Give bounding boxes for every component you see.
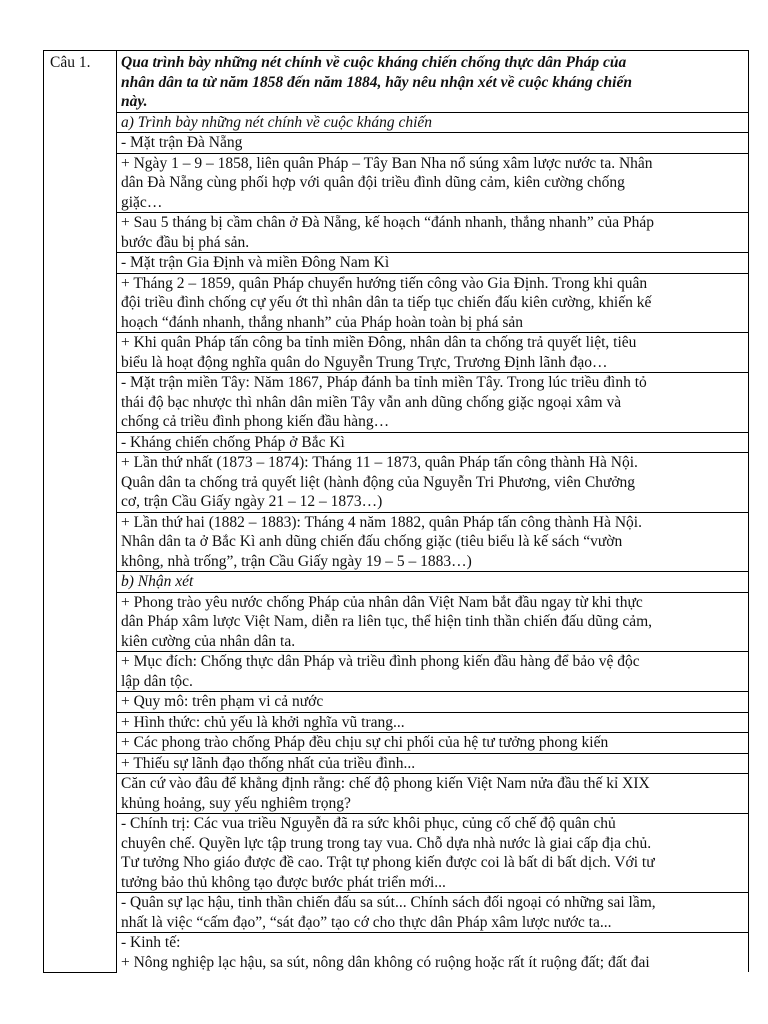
- text-line: + Thiếu sự lãnh đạo thống nhất của triều đình...: [121, 754, 416, 772]
- text-line: - Quân sự lạc hậu, tinh thần chiến đấu sa sút... Chính sách đối ngoại có những sai lầm,: [121, 894, 656, 911]
- text-line: bước đầu bị phá sản.: [121, 233, 250, 251]
- answer-cell: [117, 893, 749, 933]
- text-line: + Tháng 2 – 1859, quân Pháp chuyển hướng tiến công vào Gia Định. Trong khi quân: [121, 274, 648, 292]
- text-line: chuyên chế. Quyền lực tập trung trong tay vua. Chỗ dựa nhà nước là giai cấp địa chủ.: [121, 834, 652, 852]
- text-line: + Ngày 1 – 9 – 1858, liên quân Pháp – Tây Ban Nha nổ súng xâm lược nước ta. Nhân: [121, 154, 653, 172]
- text-line: thái độ bạc nhược thì nhân dân miền Tây vẫn anh dũng chống giặc ngoại xâm và: [121, 393, 622, 411]
- answer-row: [44, 512, 749, 572]
- text-line: đội triều đình chống cự yếu ớt thì nhân dân ta tiếp tục chiến đấu kiên cường, khiến kế: [121, 294, 652, 311]
- answer-cell: [117, 133, 749, 154]
- answer-row: [44, 572, 749, 593]
- answer-row: [44, 712, 749, 733]
- answer-cell: [117, 572, 749, 593]
- text-line: tưởng bảo thủ không tạo được bước phát triển mới...: [121, 873, 446, 891]
- answer-row: [44, 373, 749, 433]
- answer-row: [44, 153, 749, 213]
- text-line: khủng hoảng, suy yếu nghiêm trọng?: [121, 794, 351, 812]
- text-line: dân Đà Nẵng cùng phối hợp với quân đội triều đình dũng cảm, kiên cường chống: [121, 174, 625, 191]
- text-line: - Kinh tế:: [121, 934, 181, 951]
- answer-row: [44, 253, 749, 274]
- text-line: + Phong trào yêu nước chống Pháp của nhân dân Việt Nam bắt đầu ngay từ khi thực: [121, 593, 643, 611]
- answer-row: [44, 273, 749, 333]
- text-line: giặc…: [121, 193, 163, 211]
- answer-row: [44, 112, 749, 133]
- answer-row: [44, 333, 749, 373]
- text-line: - Mặt trận Gia Định và miền Đông Nam Kì: [121, 254, 390, 271]
- text-line: + Các phong trào chống Pháp đều chịu sự chi phối của hệ tư tưởng phong kiến: [121, 734, 609, 751]
- question-number: Câu 1.: [44, 51, 117, 973]
- text-line: b) Nhận xét: [121, 573, 194, 590]
- text-line: - Chính trị: Các vua triều Nguyễn đã ra sức khôi phục, củng cố chế độ quân chủ: [121, 815, 616, 832]
- text-line: kiên cường của nhân dân ta.: [121, 632, 296, 650]
- answer-row: [44, 933, 749, 973]
- question-row: [44, 51, 749, 113]
- answer-cell: [117, 512, 749, 572]
- answer-cell: [117, 652, 749, 692]
- answer-cell: [117, 273, 749, 333]
- text-line: + Sau 5 tháng bị cầm chân ở Đà Nẵng, kế hoạch “đánh nhanh, thắng nhanh” của Pháp: [121, 214, 655, 231]
- text-line: + Hình thức: chủ yếu là khởi nghĩa vũ trang...: [121, 713, 405, 731]
- answer-row: [44, 592, 749, 652]
- text-line: + Quy mô: trên phạm vi cả nước: [121, 693, 324, 710]
- answer-cell: [117, 712, 749, 733]
- text-line: + Khi quân Pháp tấn công ba tỉnh miền Đông, nhân dân ta chống trả quyết liệt, tiêu: [121, 334, 637, 351]
- text-line: nhân dân ta từ năm 1858 đến năm 1884, hãy nêu nhận xét về cuộc kháng chiến: [121, 73, 632, 91]
- text-line: a) Trình bày những nét chính về cuộc kháng chiến: [121, 113, 433, 131]
- answer-row: [44, 814, 749, 893]
- text-line: lập dân tộc.: [121, 672, 193, 690]
- text-line: - Mặt trận Đà Nẵng: [121, 134, 243, 151]
- answer-row: [44, 774, 749, 814]
- text-line: biểu là hoạt động nghĩa quân do Nguyễn Trung Trực, Trương Định lãnh đạo…: [121, 353, 608, 371]
- answer-cell: [117, 733, 749, 754]
- answer-row: [44, 753, 749, 774]
- text-line: cơ, trận Cầu Giấy ngày 21 – 12 – 1873…): [121, 493, 383, 510]
- text-line: này.: [121, 93, 148, 110]
- answer-cell: [117, 153, 749, 213]
- answer-cell: [117, 432, 749, 453]
- answer-cell: [117, 453, 749, 513]
- text-line: Tư tưởng Nho giáo được đề cao. Trật tự phong kiến được coi là bất di bất dịch. Với tư: [121, 854, 655, 871]
- text-line: không, nhà trống”, trận Cầu Giấy ngày 19 – 5 – 1883…): [121, 552, 472, 570]
- answer-cell: [117, 933, 749, 973]
- answer-cell: [117, 753, 749, 774]
- answer-cell: [117, 692, 749, 713]
- text-line: + Nông nghiệp lạc hậu, sa sút, nông dân không có ruộng hoặc rất ít ruộng đất; đất đai: [121, 953, 650, 971]
- text-line: - Mặt trận miền Tây: Năm 1867, Pháp đánh ba tỉnh miền Tây. Trong lúc triều đình tỏ: [121, 374, 647, 391]
- text-line: - Kháng chiến chống Pháp ở Bắc Kì: [121, 433, 345, 451]
- answer-row: [44, 733, 749, 754]
- question-text: [117, 51, 749, 113]
- text-line: Nhân dân ta ở Bắc Kì anh dũng chiến đấu chống giặc (tiêu biểu là kế sách “vườn: [121, 533, 623, 550]
- answer-table-body: [44, 51, 749, 973]
- answer-row: [44, 652, 749, 692]
- text-line: + Lần thứ hai (1882 – 1883): Tháng 4 năm 1882, quân Pháp tấn công thành Hà Nội.: [121, 513, 642, 531]
- text-line: hoạch “đánh nhanh, thắng nhanh” của Pháp hoàn toàn bị phá sản: [121, 313, 524, 331]
- text-line: dân Pháp xâm lược Việt Nam, diễn ra liên tục, thể hiện tinh thần chiến đấu dũng cảm,: [121, 613, 653, 630]
- answer-cell: [117, 112, 749, 133]
- answer-table: [43, 50, 749, 973]
- answer-cell: [117, 814, 749, 893]
- answer-row: [44, 453, 749, 513]
- text-line: Căn cứ vào đâu để khẳng định rằng: chế độ phong kiến Việt Nam nửa đầu thế kỉ XIX: [121, 775, 650, 792]
- text-line: nhất là việc “cấm đạo”, “sát đạo” tạo cớ cho thực dân Pháp xâm lược nước ta...: [121, 913, 612, 931]
- text-line: Quân dân ta chống trả quyết liệt (hành động của Nguyễn Tri Phương, viên Chưởng: [121, 473, 636, 491]
- answer-cell: [117, 373, 749, 433]
- answer-row: [44, 893, 749, 933]
- answer-row: [44, 692, 749, 713]
- answer-row: [44, 432, 749, 453]
- answer-row: [44, 133, 749, 154]
- text-line: + Lần thứ nhất (1873 – 1874): Tháng 11 – 1873, quân Pháp tấn công thành Hà Nội.: [121, 454, 638, 471]
- answer-cell: [117, 253, 749, 274]
- answer-cell: [117, 774, 749, 814]
- text-line: chống cả triều đình phong kiến đầu hàng…: [121, 413, 390, 430]
- answer-cell: [117, 213, 749, 253]
- text-line: + Mục đích: Chống thực dân Pháp và triều đình phong kiến đầu hàng để bảo vệ độc: [121, 653, 640, 670]
- text-line: Qua trình bày những nét chính về cuộc kháng chiến chống thực dân Pháp của: [121, 54, 627, 71]
- answer-cell: [117, 592, 749, 652]
- answer-cell: [117, 333, 749, 373]
- answer-row: [44, 213, 749, 253]
